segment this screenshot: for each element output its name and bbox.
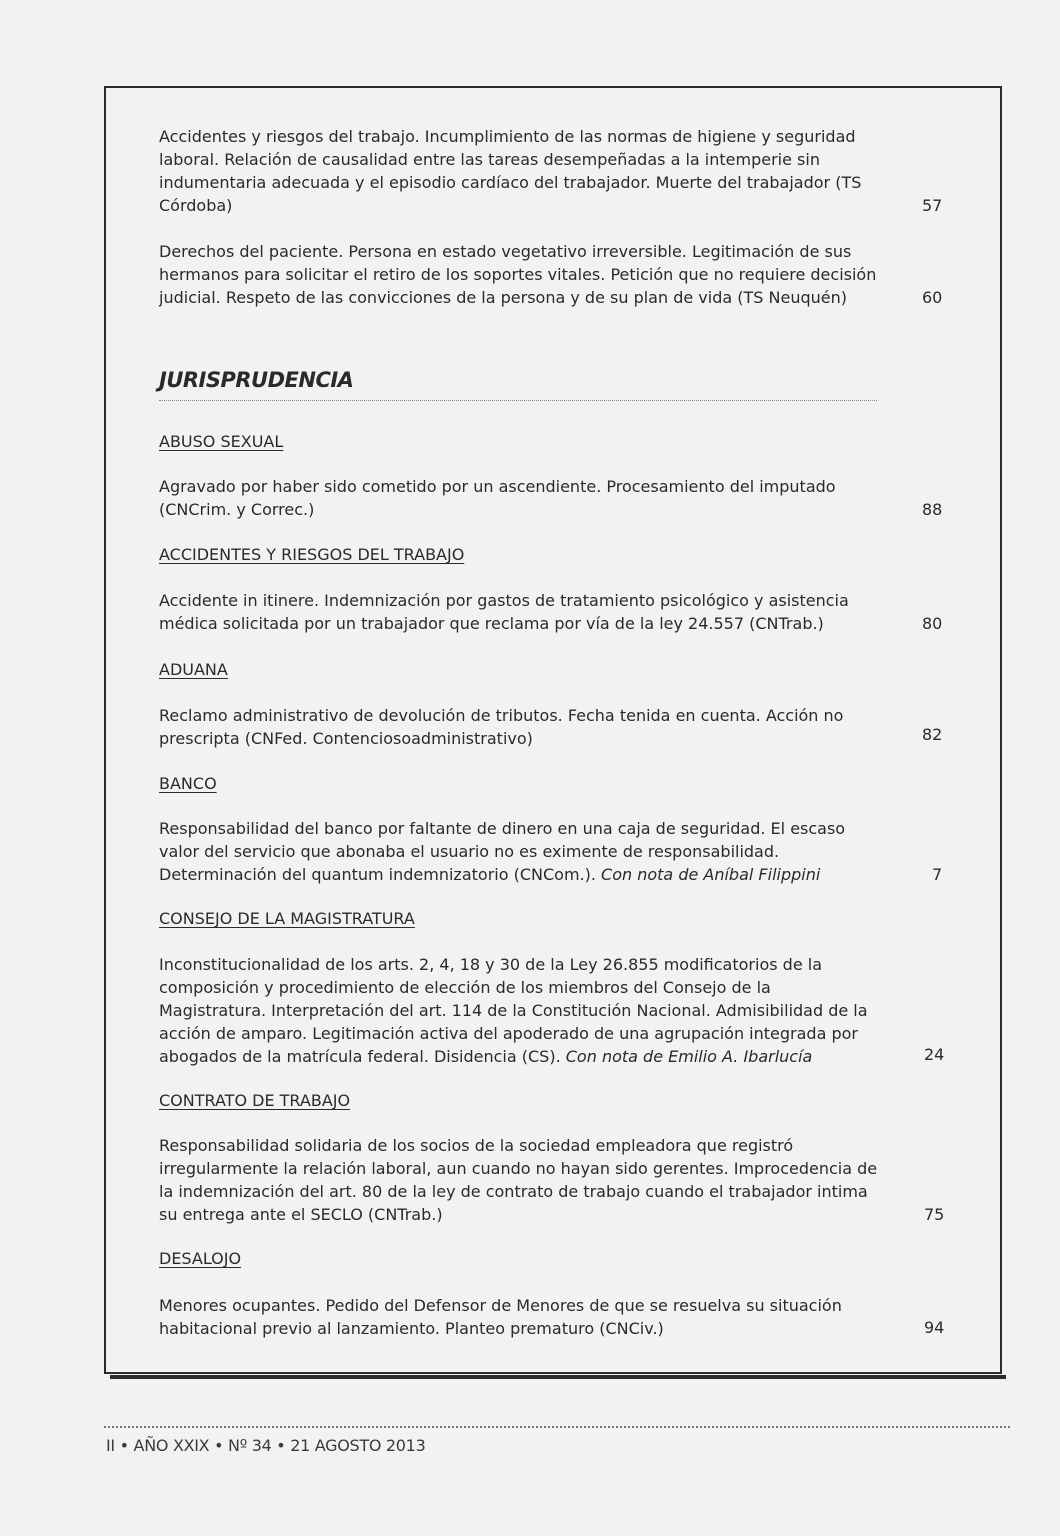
subject-title: ABUSO SEXUAL (159, 432, 284, 451)
entry-text: Agravado por haber sido cometido por un ascendiente. Procesamiento del imputado (CNCrim. y Correc.) (159, 477, 836, 519)
entry-text: Derechos del paciente. Persona en estado vegetativo irreversible. Legitimación de sus hermanos para solicitar el retiro de los soportes vitales. Petición que no requiere decisión judicial. Respeto de las convicciones de la persona y de su plan de vida (TS Neuquén) (159, 242, 877, 307)
section-heading: JURISPRUDENCIA (159, 368, 354, 392)
entry-text-body: Responsabilidad del banco por faltante de dinero en una caja de seguridad. El escaso valor del servicio que abonaba el usuario no es eximente de responsabilidad. Determinación del quantum indemnizatorio (CNCom.). (159, 819, 846, 884)
subject-title: CONSEJO DE LA MAGISTRATURA (159, 909, 415, 928)
entry-page-number: 82 (922, 725, 943, 744)
subject-title: ACCIDENTES Y RIESGOS DEL TRABAJO (159, 545, 465, 564)
entry-page-number: 94 (924, 1318, 945, 1337)
subject-title: CONTRATO DE TRABAJO (159, 1091, 351, 1110)
entry-page-number: 60 (922, 288, 943, 307)
entry-text: Accidente in itinere. Indemnización por gastos de tratamiento psicológico y asistencia médica solicitada por un trabajador que reclama por vía de la ley 24.557 (CNTrab.) (159, 591, 849, 633)
entry-page-number: 57 (922, 196, 943, 215)
entry-text: Responsabilidad solidaria de los socios de la sociedad empleadora que registró irregularmente la relación laboral, aun cuando no hayan sido gerentes. Improcedencia de la indemnización del art. 80 de la ley de contrato de trabajo cuando el trabajador intima su entrega ante el SECLO (CNTrab.) (159, 1136, 878, 1224)
note-credit: Con nota de Emilio A. Ibarlucía (565, 1047, 813, 1066)
subject-title: BANCO (159, 774, 217, 793)
entry-page-number: 24 (924, 1045, 945, 1064)
note-credit: Con nota de Aníbal Filippini (601, 865, 821, 884)
page-footer: II • AÑO XXIX • Nº 34 • 21 AGOSTO 2013 (106, 1436, 426, 1455)
subject-title: DESALOJO (159, 1249, 242, 1268)
entry-page-number: 80 (922, 614, 943, 633)
entry-text: Reclamo administrativo de devolución de tributos. Fecha tenida en cuenta. Acción no prescripta (CNFed. Contenciosoadministrativo) (159, 706, 844, 748)
entry-text: Menores ocupantes. Pedido del Defensor de Menores de que se resuelva su situación habitacional previo al lanzamiento. Planteo prematuro (CNCiv.) (159, 1296, 842, 1338)
entry-page-number: 7 (932, 865, 943, 884)
entry-text (159, 817, 879, 886)
subject-title: ADUANA (159, 660, 228, 679)
heading-divider (159, 400, 877, 401)
entry-page-number: 75 (924, 1205, 945, 1224)
entry-page-number: 88 (922, 500, 943, 519)
entry-text (159, 953, 879, 1068)
entry-text-body: Inconstitucionalidad de los arts. 2, 4, 18 y 30 de la Ley 26.855 modificatorios de la composición y procedimiento de elección de los miembros del Consejo de la Magistratura. Interpretación del art. 114 de la Constitución Nacional. Admisibilidad de la acción de amparo. Legitimación activa del apoderado de una agrupación integrada por abogados de la matrícula federal. Disidencia (CS). (159, 955, 868, 1066)
entry-text: Accidentes y riesgos del trabajo. Incumplimiento de las normas de higiene y seguridad laboral. Relación de causalidad entre las tareas desempeñadas a la intemperie sin indumentaria adecuada y el episodio cardíaco del trabajador. Muerte del trabajador (TS Córdoba) (159, 127, 862, 215)
footer-divider (104, 1426, 1010, 1428)
